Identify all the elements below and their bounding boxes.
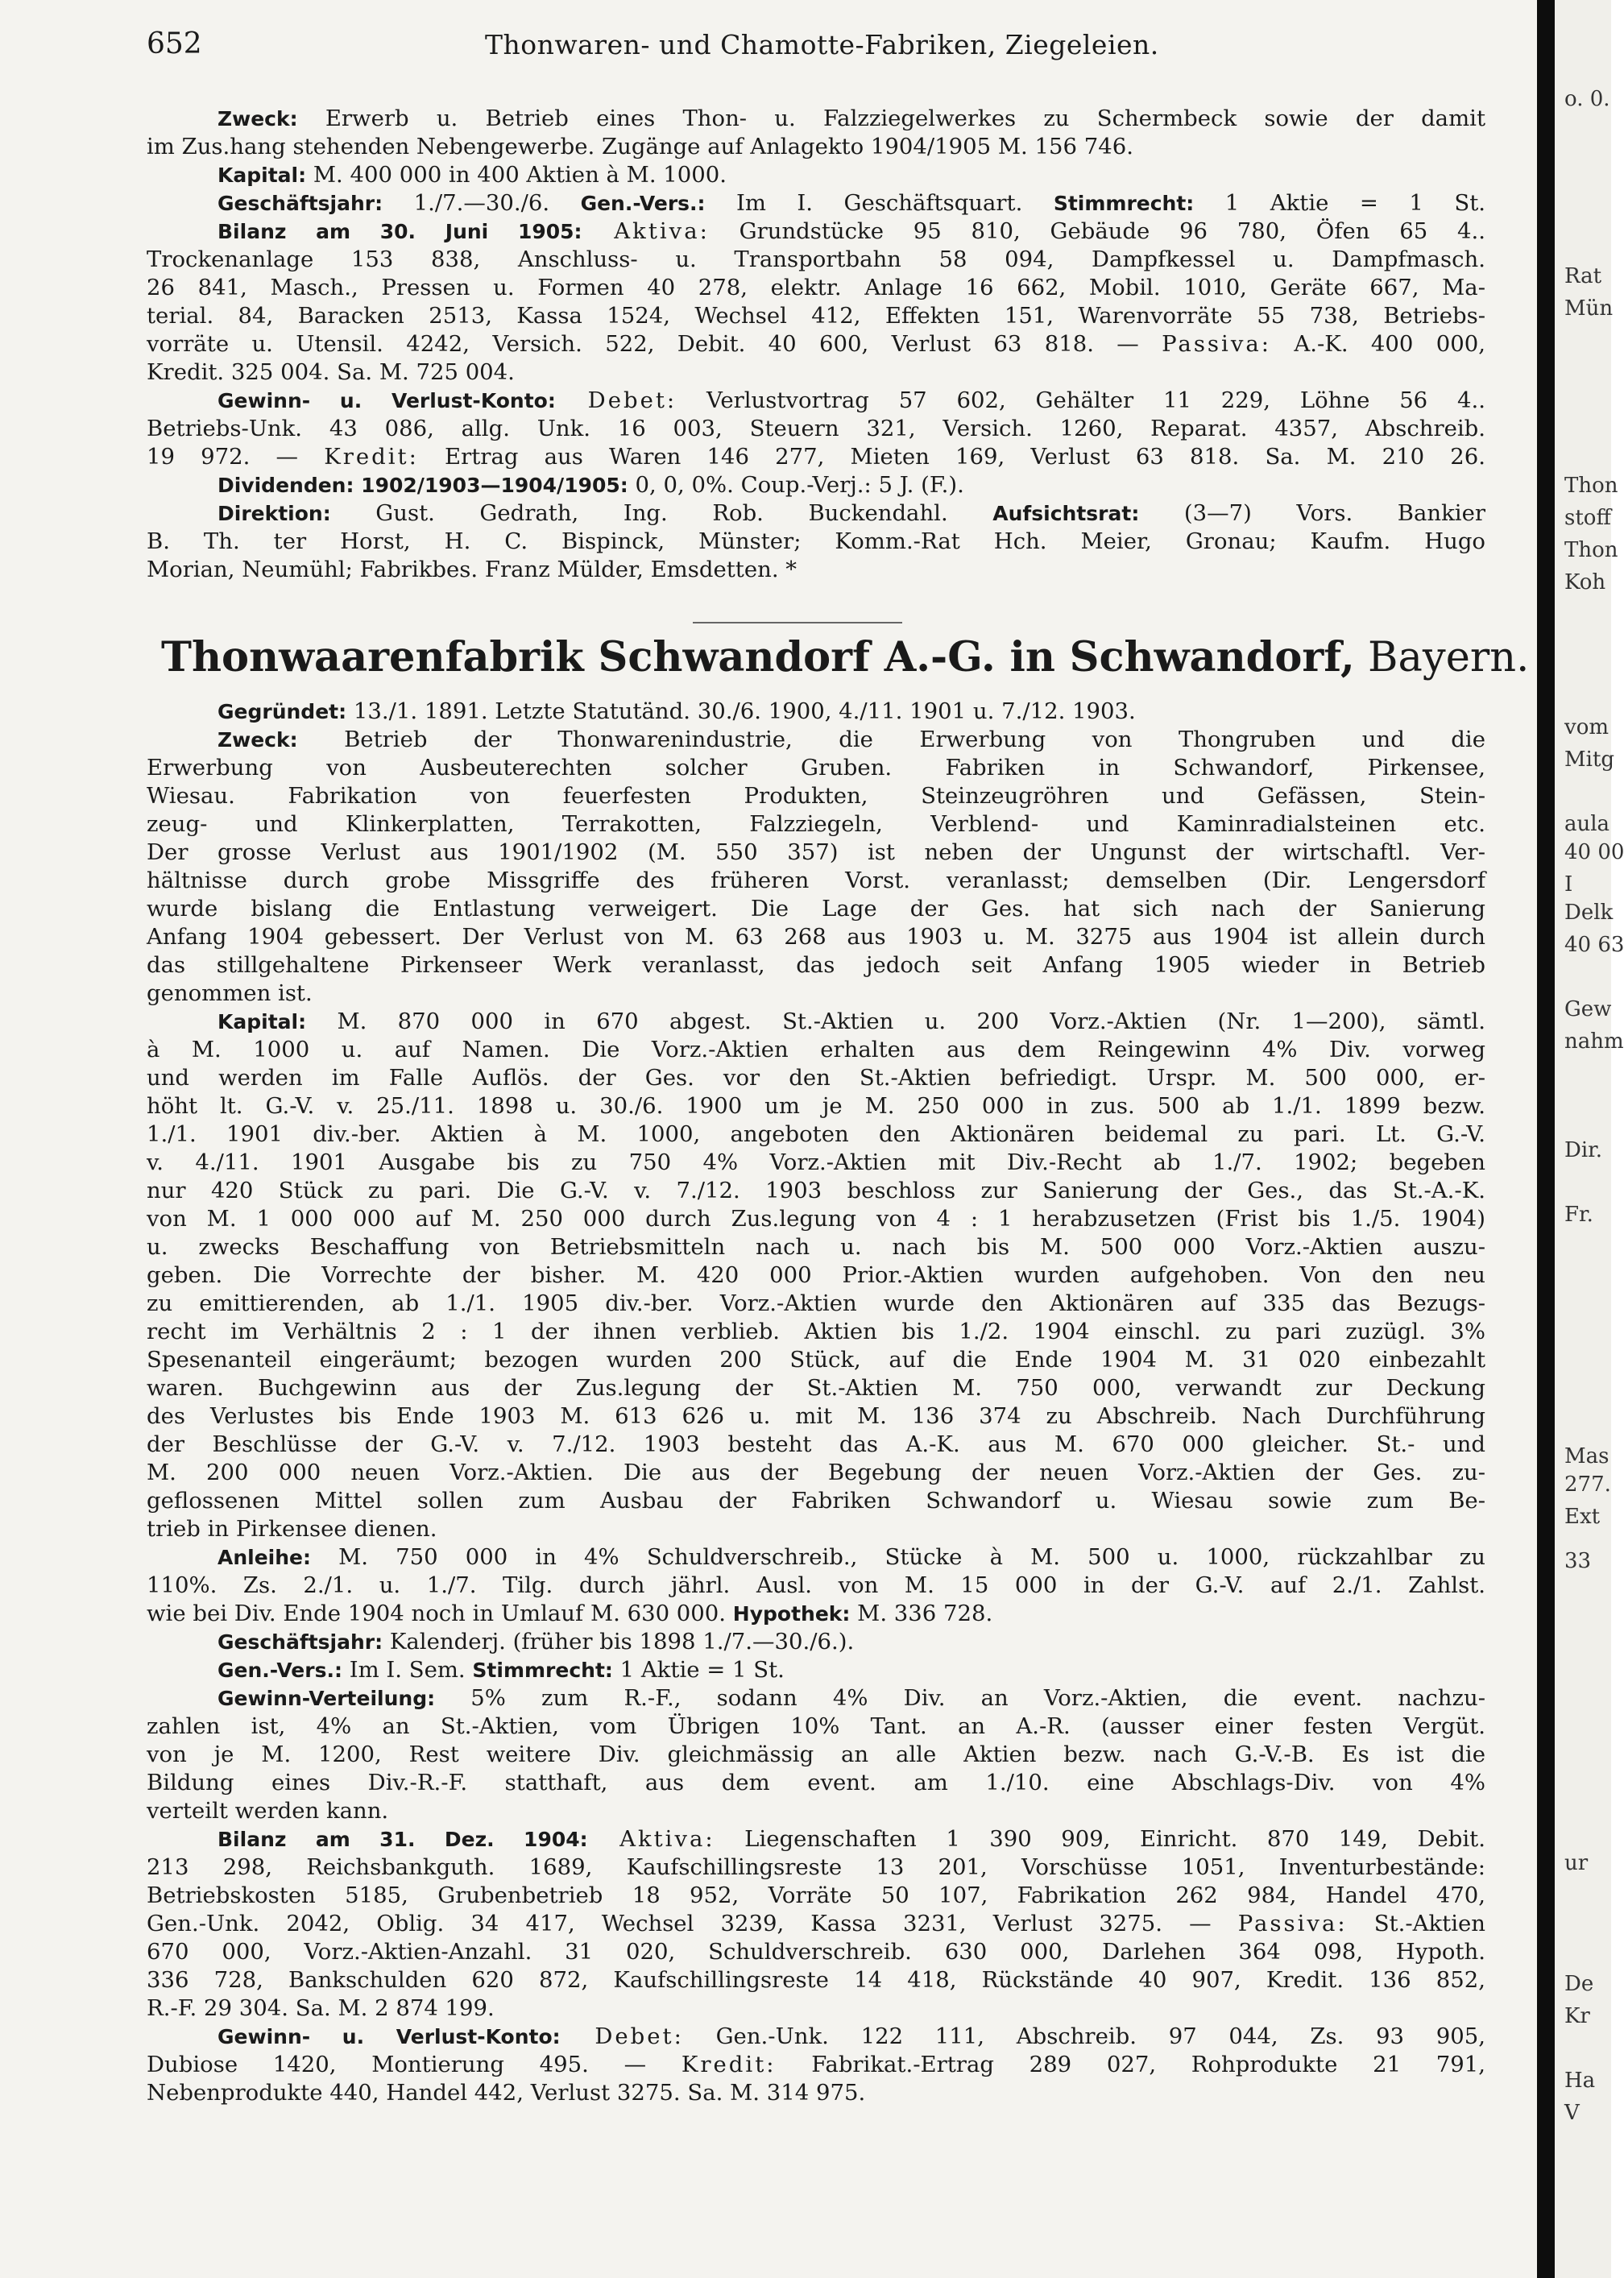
facing-page-margin bbox=[1555, 0, 1624, 2278]
text-line bbox=[147, 2079, 1485, 2107]
body-text: Nebenprodukte 440, Handel 442, Verlust 3275. Sa. M. 314 975. bbox=[147, 2080, 866, 2106]
body-text: 110%. Zs. 2./1. u. 1./7. Tilg. durch jährl. Ausl. von M. 15 000 in der G.-V. auf 2./1. Zahlst. bbox=[147, 1572, 1485, 1598]
body-text: v. 4./11. 1901 Ausgabe bis zu 750 4% Vorz.-Aktien mit Div.-Recht ab 1./7. 1902; begeben bbox=[147, 1149, 1485, 1175]
body-text: Im I. Sem. bbox=[342, 1657, 473, 1683]
text-line bbox=[147, 2051, 1485, 2079]
company-title bbox=[161, 633, 1530, 681]
text-line bbox=[147, 1600, 1485, 1628]
body-text: Kalenderj. (früher bis 1898 1./7.—30./6.). bbox=[383, 1629, 855, 1655]
body-text: wie bei Div. Ende 1904 noch in Umlauf M. 630 000. bbox=[147, 1601, 733, 1626]
page-number: 652 bbox=[147, 27, 202, 60]
text-line bbox=[147, 754, 1485, 782]
company-entry-schwandorf bbox=[147, 698, 1485, 2107]
text-line bbox=[147, 1149, 1485, 1177]
book-gutter-shadow bbox=[1537, 0, 1555, 2278]
margin-text-fragment: 33 bbox=[1564, 1549, 1592, 1573]
text-line bbox=[147, 1008, 1485, 1036]
text-line bbox=[147, 1543, 1485, 1572]
company-entry-schermbeck bbox=[147, 105, 1485, 584]
body-text: im Zus.hang stehenden Nebengewerbe. Zugänge auf Anlagekto 1904/1905 M. 156 746. bbox=[147, 134, 1133, 159]
text-line bbox=[147, 133, 1485, 161]
text-line bbox=[147, 1346, 1485, 1374]
text-line bbox=[147, 1713, 1485, 1741]
body-text: M. 200 000 neuen Vorz.-Aktien. Die aus der Begebung der neuen Vorz.-Aktien der Ges. zu- bbox=[147, 1460, 1485, 1485]
field-label: Dividenden: 1902/1903—1904/1905: bbox=[218, 474, 628, 497]
entry-divider bbox=[693, 622, 902, 623]
body-text: Grundstücke 95 810, Gebäude 96 780, Öfen 65 4.. bbox=[709, 218, 1485, 244]
text-line bbox=[147, 1092, 1485, 1120]
text-line bbox=[147, 1910, 1485, 1938]
ledger-side-label: Aktiva: bbox=[587, 1826, 715, 1852]
margin-text-fragment: Ext bbox=[1564, 1505, 1601, 1529]
body-text: 1./7.—30./6. bbox=[383, 190, 581, 216]
text-line bbox=[147, 1741, 1485, 1769]
body-text: R.-F. 29 304. Sa. M. 2 874 199. bbox=[147, 1995, 495, 2021]
field-label: Gegründet: bbox=[218, 700, 347, 723]
body-text: terial. 84, Baracken 2513, Kassa 1524, Wechsel 412, Effekten 151, Warenvorräte 55 738, Betriebs- bbox=[147, 303, 1485, 329]
body-text: 336 728, Bankschulden 620 872, Kaufschillingsreste 14 418, Rückstände 40 907, Kredit. 136 852, bbox=[147, 1967, 1485, 1993]
body-text: Trockenanlage 153 838, Anschluss- u. Transportbahn 58 094, Dampfkessel u. Dampfmasch. bbox=[147, 246, 1485, 272]
text-line bbox=[147, 471, 1485, 499]
body-text: M. 400 000 in 400 Aktien à M. 1000. bbox=[306, 162, 727, 188]
margin-text-fragment: Mün bbox=[1564, 296, 1614, 321]
body-text: 213 298, Reichsbankguth. 1689, Kaufschillingsreste 13 201, Vorschüsse 1051, Inventurbestände: bbox=[147, 1854, 1485, 1880]
text-line bbox=[147, 302, 1485, 330]
text-line bbox=[147, 387, 1485, 415]
field-label: Kapital: bbox=[218, 164, 307, 187]
ledger-side-label: Debet: bbox=[555, 387, 677, 413]
body-text: hältnisse durch grobe Missgriffe des früheren Vorst. veranlasst; demselben (Dir. Lengersdorf bbox=[147, 868, 1485, 893]
text-line bbox=[147, 726, 1485, 754]
text-line bbox=[147, 161, 1485, 189]
field-label: Gewinn- u. Verlust-Konto: bbox=[218, 2025, 561, 2048]
ledger-side-label: Passiva: bbox=[1162, 331, 1272, 357]
body-text: 0, 0, 0%. Coup.-Verj.: 5 J. (F.). bbox=[628, 472, 964, 498]
body-text: Spesenanteil eingeräumt; bezogen wurden 200 Stück, auf die Ende 1904 M. 31 020 einbezahlt bbox=[147, 1347, 1485, 1373]
text-line bbox=[147, 1177, 1485, 1205]
body-text: das stillgehaltene Pirkenseer Werk veranlasst, das jedoch seit Anfang 1905 wieder in Betrieb bbox=[147, 952, 1485, 978]
margin-text-fragment: Thon bbox=[1564, 474, 1618, 498]
body-text: Erwerbung von Ausbeuterechten solcher Gruben. Fabriken in Schwandorf, Pirkensee, bbox=[147, 755, 1485, 781]
text-line bbox=[147, 556, 1485, 584]
body-text: von je M. 1200, Rest weitere Div. gleichmässig an alle Aktien bezw. nach G.-V.-B. Es ist die bbox=[147, 1742, 1485, 1767]
text-line bbox=[147, 839, 1485, 867]
margin-text-fragment: Thon bbox=[1564, 538, 1618, 562]
body-text: M. 336 728. bbox=[850, 1601, 993, 1626]
text-line bbox=[147, 1515, 1485, 1543]
ledger-side-label: Kredit: bbox=[681, 2052, 777, 2077]
text-line bbox=[147, 1261, 1485, 1290]
body-text: Ertrag aus Waren 146 277, Mieten 169, Verlust 63 818. Sa. M. 210 26. bbox=[418, 444, 1485, 470]
margin-text-fragment: Rat bbox=[1564, 264, 1602, 288]
field-label: Gewinn- u. Verlust-Konto: bbox=[218, 389, 556, 412]
margin-text-fragment: ur bbox=[1564, 1851, 1589, 1875]
body-text: Der grosse Verlust aus 1901/1902 (M. 550 357) ist neben der Ungunst der wirtschaftl. Ver- bbox=[147, 839, 1485, 865]
field-label: Direktion: bbox=[218, 502, 331, 525]
body-text: 1./1. 1901 div.-ber. Aktien à M. 1000, angeboten den Aktionären beidemal zu pari. Lt. G.-V. bbox=[147, 1121, 1485, 1147]
body-text: 670 000, Vorz.-Aktien-Anzahl. 31 020, Schuldverschreib. 630 000, Darlehen 364 098, Hypoth. bbox=[147, 1939, 1485, 1965]
margin-text-fragment: Kr bbox=[1564, 2004, 1590, 2028]
field-label: Aufsichtsrat: bbox=[992, 502, 1140, 525]
field-label: Kapital: bbox=[218, 1010, 307, 1033]
ledger-side-label: Debet: bbox=[560, 2023, 684, 2049]
margin-text-fragment: Fr. bbox=[1564, 1203, 1593, 1227]
ledger-side-label: Aktiva: bbox=[582, 218, 710, 244]
body-text: wurde bislang die Entlastung verweigert. Die Lage der Ges. hat sich nach der Sanierung bbox=[147, 896, 1485, 922]
body-text: trieb in Pirkensee dienen. bbox=[147, 1516, 437, 1542]
ledger-side-label: Passiva: bbox=[1237, 1911, 1348, 1936]
field-label: Geschäftsjahr: bbox=[218, 192, 383, 215]
body-text: von M. 1 000 000 auf M. 250 000 durch Zus.legung von 4 : 1 herabzusetzen (Frist bis 1./5. 1904) bbox=[147, 1206, 1485, 1232]
text-line bbox=[147, 189, 1485, 217]
body-text: Verlustvortrag 57 602, Gehälter 11 229, Löhne 56 4.. bbox=[677, 387, 1485, 413]
body-text: à M. 1000 u. auf Namen. Die Vorz.-Aktien erhalten aus dem Reingewinn 4% Div. vorweg bbox=[147, 1037, 1485, 1062]
body-text: 13./1. 1891. Letzte Statutänd. 30./6. 1900, 4./11. 1901 u. 7./12. 1903. bbox=[346, 698, 1136, 724]
text-line bbox=[147, 980, 1485, 1008]
text-line bbox=[147, 923, 1485, 951]
body-text: Morian, Neumühl; Fabrikbes. Franz Mülder, Emsdetten. * bbox=[147, 557, 798, 582]
text-line bbox=[147, 1374, 1485, 1402]
margin-text-fragment: Mas bbox=[1564, 1444, 1610, 1468]
margin-text-fragment: 277. bbox=[1564, 1472, 1611, 1497]
field-label: Geschäftsjahr: bbox=[218, 1630, 383, 1654]
body-text: der Beschlüsse der G.-V. v. 7./12. 1903 besteht das A.-K. aus M. 670 000 gleicher. St.- und bbox=[147, 1431, 1485, 1457]
text-line bbox=[147, 1994, 1485, 2023]
text-line bbox=[147, 1487, 1485, 1515]
margin-text-fragment: Delk bbox=[1564, 901, 1614, 925]
body-text: Liegenschaften 1 390 909, Einricht. 870 149, Debit. bbox=[715, 1826, 1485, 1852]
text-line bbox=[147, 217, 1485, 246]
company-location: Bayern. bbox=[1354, 634, 1530, 681]
margin-text-fragment: vom bbox=[1564, 715, 1609, 739]
margin-text-fragment: Dir. bbox=[1564, 1138, 1602, 1162]
text-line bbox=[147, 1628, 1485, 1656]
text-line bbox=[147, 1064, 1485, 1092]
body-text: zu emittierenden, ab 1./1. 1905 div.-ber. Vorz.-Aktien wurde den Aktionären auf 335 das Bezugs- bbox=[147, 1290, 1485, 1316]
text-line bbox=[147, 951, 1485, 980]
text-line bbox=[147, 1966, 1485, 1994]
body-text: 1 Aktie = 1 St. bbox=[612, 1657, 785, 1683]
body-text: recht im Verhältnis 2 : 1 der ihnen verblieb. Aktien bis 1./2. 1904 einschl. zu pari zuzügl. 3% bbox=[147, 1319, 1485, 1344]
body-text: M. 870 000 in 670 abgest. St.-Aktien u. 200 Vorz.-Aktien (Nr. 1—200), sämtl. bbox=[306, 1009, 1485, 1034]
text-line bbox=[147, 443, 1485, 471]
text-line bbox=[147, 330, 1485, 358]
body-text: Anfang 1904 gebessert. Der Verlust von M. 63 268 aus 1903 u. M. 3275 aus 1904 ist allein durch bbox=[147, 924, 1485, 950]
margin-text-fragment: I bbox=[1564, 872, 1573, 897]
body-text: 5% zum R.-F., sodann 4% Div. an Vorz.-Aktien, die event. nachzu- bbox=[435, 1685, 1485, 1711]
margin-text-fragment: V bbox=[1564, 2101, 1580, 2125]
text-line bbox=[147, 528, 1485, 556]
body-text: zahlen ist, 4% an St.-Aktien, vom Übrigen 10% Tant. an A.-R. (ausser einer festen Vergüt. bbox=[147, 1713, 1485, 1739]
body-text: Kredit. 325 004. Sa. M. 725 004. bbox=[147, 359, 515, 385]
body-text: (3—7) Vors. Bankier bbox=[1139, 500, 1486, 526]
margin-text-fragment: aula bbox=[1564, 812, 1610, 836]
text-line bbox=[147, 810, 1485, 839]
text-line bbox=[147, 1769, 1485, 1797]
body-text: Gen.-Unk. 122 111, Abschreib. 97 044, Zs. 93 905, bbox=[683, 2023, 1485, 2049]
body-text: Gen.-Unk. 2042, Oblig. 34 417, Wechsel 3239, Kassa 3231, Verlust 3275. — bbox=[147, 1911, 1238, 1936]
field-label: Anleihe: bbox=[218, 1546, 311, 1569]
body-text: u. zwecks Beschaffung von Betriebsmitteln nach u. nach bis M. 500 000 Vorz.-Aktien auszu- bbox=[147, 1234, 1485, 1260]
body-text: zeug- und Klinkerplatten, Terrakotten, Falzziegeln, Verblend- und Kaminradialsteinen etc. bbox=[147, 811, 1485, 837]
body-text: Fabrikat.-Ertrag 289 027, Rohprodukte 21 791, bbox=[776, 2052, 1485, 2077]
text-line bbox=[147, 1459, 1485, 1487]
field-label: Bilanz am 30. Juni 1905: bbox=[218, 220, 582, 243]
text-line bbox=[147, 1572, 1485, 1600]
text-line bbox=[147, 499, 1485, 528]
text-line bbox=[147, 782, 1485, 810]
body-text: Dubiose 1420, Montierung 495. — bbox=[147, 2052, 682, 2077]
margin-text-fragment: Ha bbox=[1564, 2069, 1596, 2093]
text-line bbox=[147, 105, 1485, 133]
body-text: 1 Aktie = 1 St. bbox=[1194, 190, 1485, 216]
margin-text-fragment: Mitg bbox=[1564, 748, 1615, 772]
text-line bbox=[147, 1938, 1485, 1966]
company-name: Thonwaarenfabrik Schwandorf A.-G. in Schwandorf, bbox=[161, 633, 1355, 681]
text-line bbox=[147, 1825, 1485, 1853]
field-label: Gen.-Vers.: bbox=[218, 1659, 342, 1682]
body-text: Betriebskosten 5185, Grubenbetrieb 18 952, Vorräte 50 107, Fabrikation 262 984, Handel 470, bbox=[147, 1882, 1485, 1908]
text-line bbox=[147, 274, 1485, 302]
body-text: nur 420 Stück zu pari. Die G.-V. v. 7./12. 1903 beschloss zur Sanierung der Ges., das St.-A.-K. bbox=[147, 1178, 1485, 1203]
margin-text-fragment: o. 0. bbox=[1564, 87, 1610, 111]
body-text: St.-Aktien bbox=[1347, 1911, 1485, 1936]
body-text: Gust. Gedrath, Ing. Rob. Buckendahl. bbox=[330, 500, 993, 526]
body-text: geben. Die Vorrechte der bisher. M. 420 000 Prior.-Aktien wurden aufgehoben. Von den neu bbox=[147, 1262, 1485, 1288]
body-text: Im I. Geschäftsquart. bbox=[705, 190, 1054, 216]
text-line bbox=[147, 1431, 1485, 1459]
field-label: Stimmrecht: bbox=[1053, 192, 1195, 215]
margin-text-fragment: Koh bbox=[1564, 570, 1606, 594]
text-line bbox=[147, 1684, 1485, 1713]
field-label: Gewinn-Verteilung: bbox=[218, 1687, 436, 1710]
body-text: A.-K. 400 000, bbox=[1271, 331, 1486, 357]
text-line bbox=[147, 1233, 1485, 1261]
field-label: Stimmrecht: bbox=[472, 1659, 613, 1682]
text-line bbox=[147, 1318, 1485, 1346]
text-line bbox=[147, 698, 1485, 726]
text-line bbox=[147, 895, 1485, 923]
text-line bbox=[147, 1290, 1485, 1318]
field-label: Gen.-Vers.: bbox=[580, 192, 706, 215]
body-text: des Verlustes bis Ende 1903 M. 613 626 u. mit M. 136 374 zu Abschreib. Nach Durchführung bbox=[147, 1403, 1485, 1429]
body-text: Erwerb u. Betrieb eines Thon- u. Falzziegelwerkes zu Schermbeck sowie der damit bbox=[297, 106, 1485, 131]
body-text: vorräte u. Utensil. 4242, Versich. 522, Debit. 40 600, Verlust 63 818. — bbox=[147, 331, 1162, 357]
body-text: 19 972. — bbox=[147, 444, 325, 470]
margin-text-fragment: De bbox=[1564, 1972, 1594, 1996]
margin-text-fragment: 40 63 bbox=[1564, 933, 1624, 957]
body-text: Betriebs-Unk. 43 086, allg. Unk. 16 003, Steuern 321, Versich. 1260, Reparat. 4357, Abschreib. bbox=[147, 416, 1485, 441]
text-line bbox=[147, 2023, 1485, 2051]
body-text: M. 750 000 in 4% Schuldverschreib., Stücke à M. 500 u. 1000, rückzahlbar zu bbox=[311, 1544, 1485, 1570]
body-text: B. Th. ter Horst, H. C. Bispinck, Münster; Komm.-Rat Hch. Meier, Gronau; Kaufm. Hugo bbox=[147, 528, 1485, 554]
field-label: Zweck: bbox=[218, 107, 298, 130]
margin-text-fragment: Gew bbox=[1564, 997, 1612, 1021]
ledger-side-label: Kredit: bbox=[324, 444, 419, 470]
body-text: höht lt. G.-V. v. 25./11. 1898 u. 30./6. 1900 um je M. 250 000 in zus. 500 ab 1./1. 1899 bezw. bbox=[147, 1093, 1485, 1119]
field-label: Hypothek: bbox=[732, 1602, 851, 1626]
text-line bbox=[147, 1882, 1485, 1910]
body-text: Bildung eines Div.-R.-F. statthaft, aus dem event. am 1./10. eine Abschlags-Div. von 4% bbox=[147, 1770, 1485, 1795]
margin-text-fragment: 40 00 bbox=[1564, 840, 1624, 864]
text-line bbox=[147, 1656, 1485, 1684]
running-head: Thonwaren- und Chamotte-Fabriken, Ziegeleien. bbox=[485, 29, 1159, 60]
field-label: Zweck: bbox=[218, 728, 298, 752]
field-label: Bilanz am 31. Dez. 1904: bbox=[218, 1828, 588, 1851]
text-line bbox=[147, 246, 1485, 274]
margin-text-fragment: stoff bbox=[1564, 506, 1611, 530]
text-line bbox=[147, 1853, 1485, 1882]
text-line bbox=[147, 1797, 1485, 1825]
body-text: waren. Buchgewinn aus der Zus.legung der St.-Aktien M. 750 000, verwandt zur Deckung bbox=[147, 1375, 1485, 1401]
page-header bbox=[147, 27, 1500, 64]
text-line bbox=[147, 1036, 1485, 1064]
text-line bbox=[147, 1120, 1485, 1149]
margin-text-fragment: nahm bbox=[1564, 1029, 1624, 1054]
body-text: verteilt werden kann. bbox=[147, 1798, 389, 1824]
text-line bbox=[147, 415, 1485, 443]
body-text: und werden im Falle Auflös. der Ges. vor den St.-Aktien befriedigt. Urspr. M. 500 000, er- bbox=[147, 1065, 1485, 1091]
text-line bbox=[147, 1205, 1485, 1233]
body-text: genommen ist. bbox=[147, 980, 313, 1006]
body-text: Betrieb der Thonwarenindustrie, die Erwerbung von Thongruben und die bbox=[297, 727, 1485, 752]
body-text: geflossenen Mittel sollen zum Ausbau der Fabriken Schwandorf u. Wiesau sowie zum Be- bbox=[147, 1488, 1485, 1514]
text-line bbox=[147, 358, 1485, 387]
text-line bbox=[147, 1402, 1485, 1431]
body-text: Wiesau. Fabrikation von feuerfesten Produkten, Steinzeugröhren und Gefässen, Stein- bbox=[147, 783, 1485, 809]
text-line bbox=[147, 867, 1485, 895]
body-text: 26 841, Masch., Pressen u. Formen 40 278, elektr. Anlage 16 662, Mobil. 1010, Geräte 667, Ma- bbox=[147, 275, 1485, 300]
